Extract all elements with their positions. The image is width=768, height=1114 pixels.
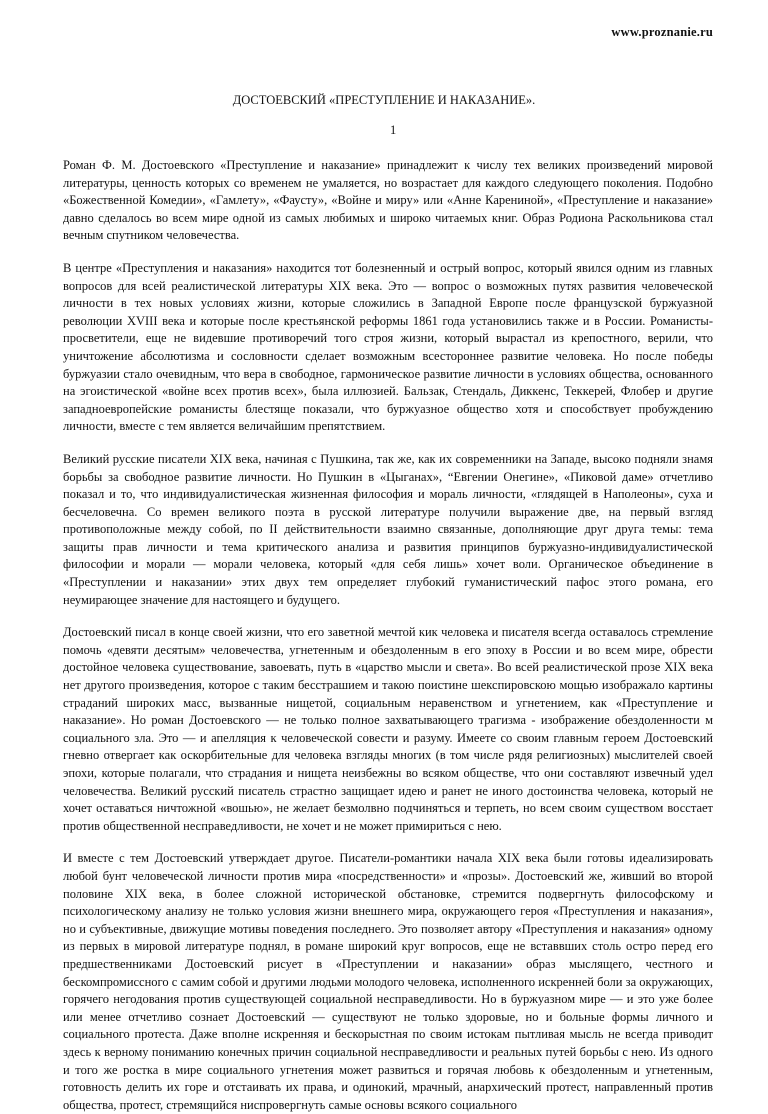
document-body: [63, 157, 713, 1114]
paragraph: Роман Ф. М. Достоевского «Преступление и наказание» принадлежит к числу тех великих произведений мировой литературы, ценность которых со временем не умаляется, но возрастает для каждого следующего поколения. Подобно «Божественной Комедии», «Гамлету», «Фаусту», «Войне и миру» или «Анне Карениной», «Преступление и наказание» давно сделалось во всем мире одной из самых любимых и широко читаемых книг. Образ Родиона Раскольникова стал вечным спутником человечества.: [63, 158, 713, 243]
paragraph: В центре «Преступления и наказания» находится тот болезненный и острый вопрос, который явился одним из главных вопросов для всей реалистической литературы XIX века. Это — вопрос о возможных путях развития человеческой личности в тех новых условиях жизни, которые сложились в Западной Европе после французской буржуазной революции XVIII века и которые после крестьянской реформы 1861 года установились также и в России. Романисты-просветители, еще не видевшие противоречий того строя жизни, который вырастал из крепостного, верили, что уничтожение абсолютизма и сословности сделает возможным всестороннее развитие человека. Но после победы буржуазии стало очевидным, что вера в свободное, гармоническое развитие личности в условиях общества, основанного на эгоистической «войне всех против всех», была иллюзией. Бальзак, Стендаль, Диккенс, Теккерей, Флобер и другие западноевропейские романисты блестяще показали, что буржуазное общество хотя и способствует пробуждению личности, вместе с тем является величайшим препятствием.: [63, 260, 713, 434]
paragraph: Великий русские писатели XIX века, начиная с Пушкина, так же, как их современники на Западе, высоко подняли знамя борьбы за свободное развитие личности. Но Пушкин в «Цыганах», “Евгении Онегине», «Пиковой даме» отчетливо показал и то, что индивидуалистическая жизненная философия и мораль личности, «глядящей в Наполеоны», суха и бесчеловечна. Со времен великого поэта в русской литературе получили выражение две, на первый взгляд противоположные между собой, по II действительности взаимно связанные, дополняющие друг друга темы: тема защиты прав личности и тема критического анализа и развития принципов буржуазно-индивидуалистической философии и морали — морали человека, который «для себя лишь» хочет воли. Органическое объединение в «Преступлении и наказании» этих двух тем определяет глубокий гуманистический пафос этого романа, его неумирающее значение для настоящего и будущего.: [63, 451, 713, 607]
paragraph: Достоевский писал в конце своей жизни, что его заветной мечтой кик человека и писателя всегда оставалось стремление помочь «девяти десятым» человечества, угнетенным и обездоленным в его эпоху в России и во всем мире, обрести достойное человека существование, завоевать, путь в «царство мысли и света». Во всей реалистической прозе XIX века нет другого произведения, которое с таким бесстрашием и такою поистине шекспировскою мощью изображало картины страданий широких масс, вызванные нищетой, социальным неравенством и угнетением, как «Преступление и наказание». Но роман Достоевского — не только полное захватывающего трагизма - изображение обездоленности м социального зла. Это — и апелляция к человеческой совести и разуму. Имеете со своим главным героем Достоевский гневно отвергает как оскорбительные для человека взгляды многих (в том числе рядя религиозных) мыслителей своей эпохи, которые полагали, что страдания и нищета неизбежны во всяком обществе, что они составляют извечный удел человечества. Великий русский писатель страстно защищает идею и ранет не иного достоинства человека, который не хочет оставаться ничтожной «вошью», не желает безмолвно подчиняться и терпеть, но всем своим существом восстает против общественной несправедливости, не хочет и не может примириться с нею.: [63, 625, 713, 833]
document-title: ДОСТОЕВСКИЙ «ПРЕСТУПЛЕНИЕ И НАКАЗАНИЕ».: [232, 93, 536, 107]
paragraph: И вместе с тем Достоевский утверждает другое. Писатели-романтики начала XIX века были готовы идеализировать любой бунт человеческой личности против мира «посредственности» и «прозы». Достоевский же, живший во второй половине XIX века, в более сложной исторической обстановке, стремится подвергнуть философскому и психологическому анализу не только условия жизни внешнего мира, окружающего героя «Преступления и наказания», но и субъективные, движущие мотивы поведения последнего. Это позволяет автору «Преступления и наказания» одному из первых в мировой литературе поднял, в романе широкий круг вопросов, еще не вставвших столь остро перед его предшественниками Достоевский рисует в «Преступлении и наказании» образ мыслящего, честного и бескомпромиссного с самим собой и другими людьми молодого человека, исполненного искренней боли за окружающих, горячего негодования против существующей социальной несправедливости. Но в буржуазном мире — и это уже более или менее отчетливо сознает Достоевский — существуют не только здоровые, но и больные формы личного и социального протеста. Даже вполне искренняя и бескорыстная по своим истокам пытливая мысль не всегда приводит здесь к верному пониманию конечных причин социальной несправедливости и реальных путей борьбы с нею. Из одного и того же ростка в мире социального угнетения может развиться и горячая любовь к обездоленным и угнетенным, готовность делить их горе и отстаивать их права, и одинокий, мрачный, анархический протест, направленный против общества, протест, стремящийся ниспровергнуть самые основы всякого социального: [63, 851, 713, 1112]
page-number: 1: [390, 123, 397, 137]
site-url: www.proznanie.ru: [611, 25, 713, 39]
